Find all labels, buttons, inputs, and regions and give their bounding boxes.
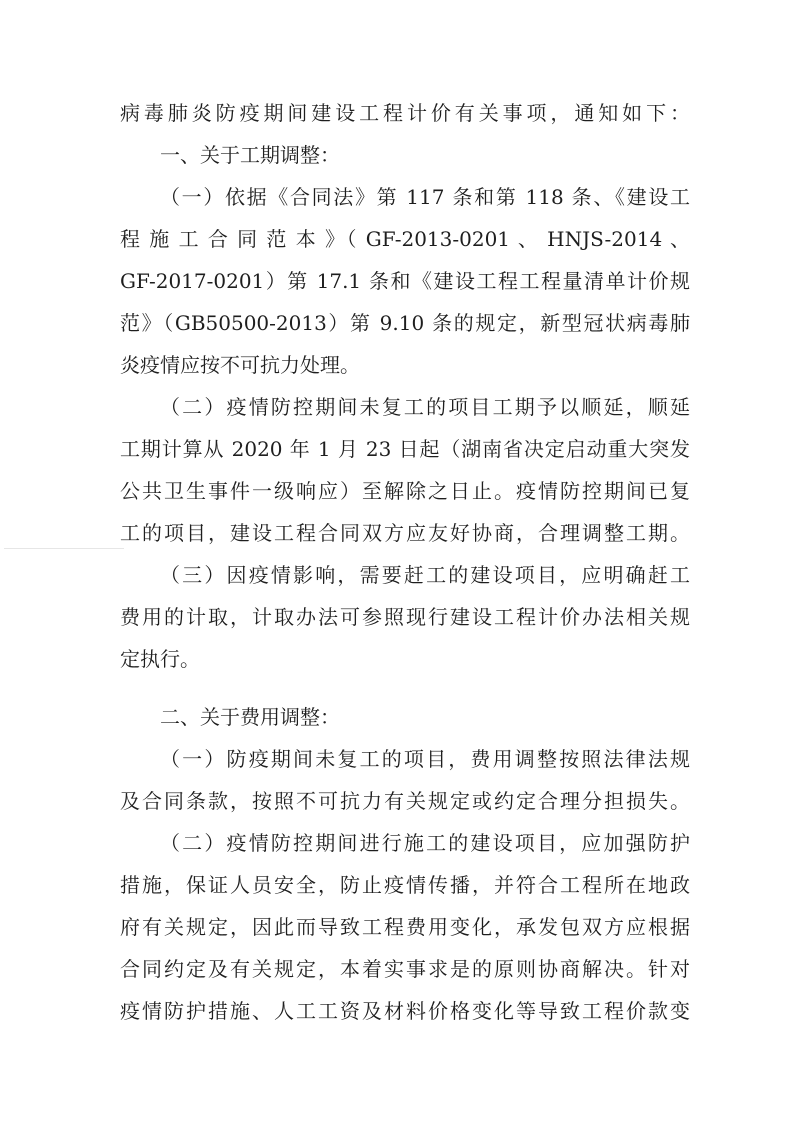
text-line: （一）依据《合同法》第 117 条和第 118 条、《建设工 xyxy=(160,185,690,209)
paragraph-gap xyxy=(120,680,690,696)
text-line: （三）因疫情影响，需要赶工的建设项目，应明确赶工 xyxy=(160,563,690,587)
text-line: （二）疫情防控期间进行施工的建设项目，应加强防护 xyxy=(160,831,690,855)
text-line: 程 施 工 合 同 范 本 》（ GF-2013-0201 、 HNJS-2014 、 xyxy=(120,227,690,251)
text-line: 合同约定及有关规定，本着实事求是的原则协商解决。针对 xyxy=(120,957,690,981)
text-line: 工期计算从 2020 年 1 月 23 日起（湖南省决定启动重大突发 xyxy=(120,437,690,461)
text-line: 工的项目，建设工程合同双方应友好协商，合理调整工期。 xyxy=(120,521,690,545)
section-heading: 二、关于费用调整： xyxy=(160,705,340,729)
text-line: 范》（GB50500-2013）第 9.10 条的规定，新型冠状病毒肺 xyxy=(120,311,690,335)
section-heading: 一、关于工期调整： xyxy=(160,143,340,167)
text-line: GF-2017-0201）第 17.1 条和《建设工程工程量清单计价规 xyxy=(120,269,690,293)
text-line: （一）防疫期间未复工的项目，费用调整按照法律法规 xyxy=(160,747,690,771)
text-line: 炎疫情应按不可抗力处理。 xyxy=(120,353,360,377)
text-line: 费用的计取，计取办法可参照现行建设工程计价办法相关规 xyxy=(120,605,690,629)
text-line: （二）疫情防控期间未复工的项目工期予以顺延，顺延 xyxy=(160,395,690,419)
text-line: 公共卫生事件一级响应）至解除之日止。疫情防控期间已复 xyxy=(120,479,690,503)
text-line: 病毒肺炎防疫期间建设工程计价有关事项，通知如下： xyxy=(120,101,690,125)
text-line: 疫情防护措施、人工工资及材料价格变化等导致工程价款变 xyxy=(120,999,690,1023)
text-line: 及合同条款，按照不可抗力有关规定或约定合理分担损失。 xyxy=(120,789,690,813)
text-line: 府有关规定，因此而导致工程费用变化，承发包双方应根据 xyxy=(120,915,690,939)
document-body xyxy=(120,92,690,1032)
text-line: 定执行。 xyxy=(120,647,200,671)
scan-binding-mark xyxy=(4,548,124,549)
text-line: 措施，保证人员安全，防止疫情传播，并符合工程所在地政 xyxy=(120,873,690,897)
